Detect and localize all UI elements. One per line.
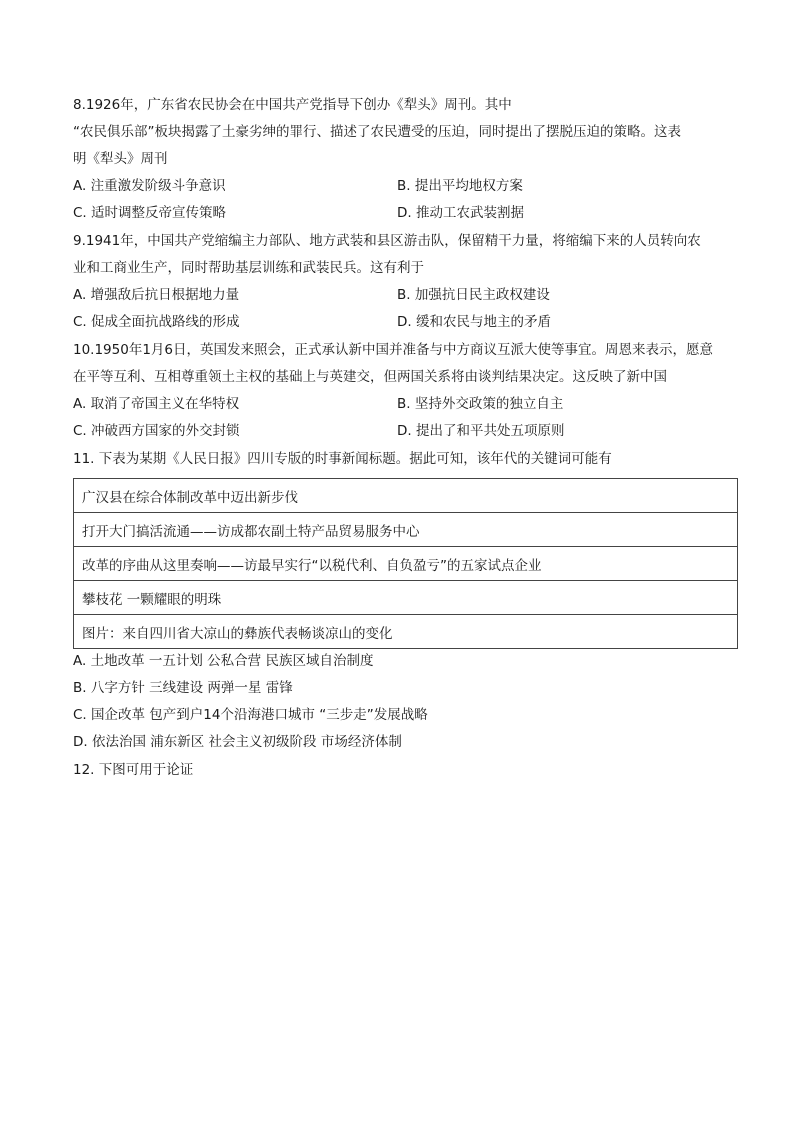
q10-option-a[interactable]: A. 取消了帝国主义在华特权: [73, 396, 240, 412]
q11-stem: 11. 下表为某期《人民日报》四川专版的时事新闻标题。据此可知，该年代的关键词可能有: [73, 451, 612, 467]
q10-stem-line-2: 在平等互利、互相尊重领土主权的基础上与英建交，但两国关系将由谈判结果决定。这反映了新中国: [73, 369, 667, 385]
q9-stem-line-1: 9.1941年，中国共产党缩编主力部队、地方武装和县区游击队，保留精干力量，将缩编下来的人员转向农: [73, 233, 701, 249]
q10-option-c[interactable]: C. 冲破西方国家的外交封锁: [73, 423, 240, 439]
table-row: [74, 513, 737, 547]
q9-option-a[interactable]: A. 增强敌后抗日根据地力量: [73, 287, 240, 303]
q11-option-c[interactable]: C. 国企改革 包产到户14个沿海港口城市 “三步走”发展战略: [73, 707, 428, 723]
table-row: [74, 547, 737, 581]
q8-option-b[interactable]: B. 提出平均地权方案: [397, 178, 523, 194]
q11-option-b[interactable]: B. 八字方针 三线建设 两弹一星 雷锋: [73, 680, 293, 696]
q8-stem-line-3: 明《犁头》周刊: [73, 151, 168, 167]
q8-option-d[interactable]: D. 推动工农武装割据: [397, 205, 524, 221]
q9-stem-line-2: 业和工商业生产，同时帮助基层训练和武装民兵。这有利于: [73, 260, 424, 276]
table-row: [74, 581, 737, 615]
q8-option-c[interactable]: C. 适时调整反帝宣传策略: [73, 205, 227, 221]
q10-option-d[interactable]: D. 提出了和平共处五项原则: [397, 423, 565, 439]
table-cell: 攀枝花 一颗耀眼的明珠: [82, 591, 222, 608]
q11-option-d[interactable]: D. 依法治国 浦东新区 社会主义初级阶段 市场经济体制: [73, 734, 402, 750]
q11-news-table: [73, 478, 738, 649]
table-cell: 改革的序曲从这里奏响——访最早实行“以税代利、自负盈亏”的五家试点企业: [82, 557, 542, 574]
q9-option-b[interactable]: B. 加强抗日民主政权建设: [397, 287, 550, 303]
q8-stem-line-1: 8.1926年，广东省农民协会在中国共产党指导下创办《犁头》周刊。其中: [73, 97, 512, 113]
table-cell: 图片：来自四川省大凉山的彝族代表畅谈凉山的变化: [82, 625, 393, 642]
q8-option-a[interactable]: A. 注重激发阶级斗争意识: [73, 178, 226, 194]
q9-option-d[interactable]: D. 缓和农民与地主的矛盾: [397, 314, 551, 330]
table-cell: 打开大门搞活流通——访成都农副土特产品贸易服务中心: [82, 523, 420, 540]
q8-stem-line-2: “农民俱乐部”板块揭露了土豪劣绅的罪行、描述了农民遭受的压迫，同时提出了摆脱压迫的策略。这表: [73, 124, 681, 140]
q10-option-b[interactable]: B. 坚持外交政策的独立自主: [397, 396, 564, 412]
q12-stem: 12. 下图可用于论证: [73, 762, 194, 778]
q9-option-c[interactable]: C. 促成全面抗战路线的形成: [73, 314, 240, 330]
table-cell: 广汉县在综合体制改革中迈出新步伐: [82, 489, 298, 506]
q10-stem-line-1: 10.1950年1月6日，英国发来照会，正式承认新中国并准备与中方商议互派大使等事宜。周恩来表示，愿意: [73, 342, 714, 358]
table-row: [74, 615, 737, 648]
table-row: [74, 479, 737, 513]
q11-option-a[interactable]: A. 土地改革 一五计划 公私合营 民族区域自治制度: [73, 653, 374, 669]
